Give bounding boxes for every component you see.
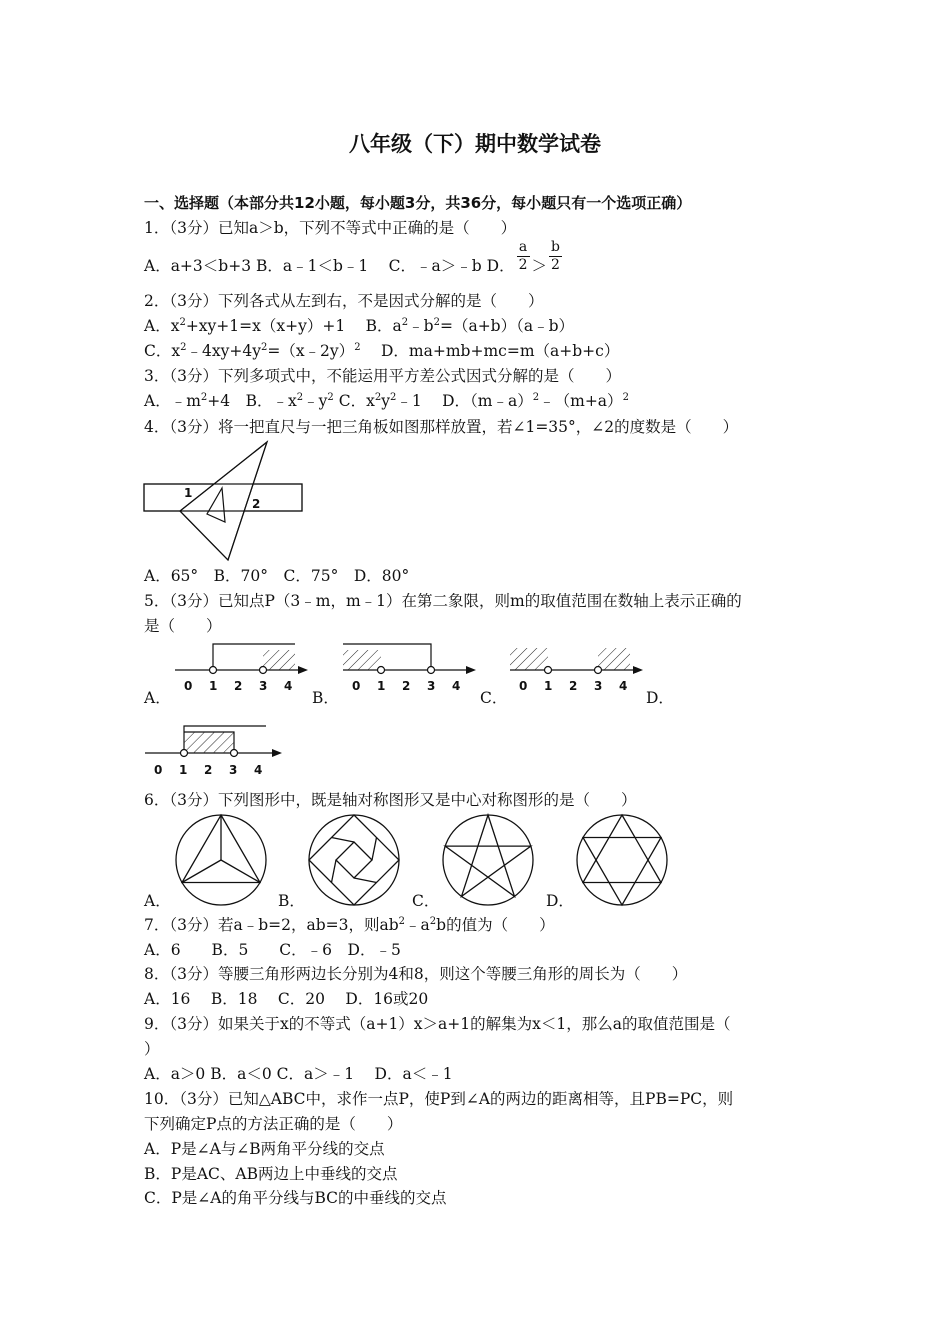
q4-stem: 4．（3分）将一把直尺与一把三角板如图那样放置，若∠1=35°，∠2的度数是（ ） — [144, 418, 739, 436]
q8-options: A．16 B．18 C．20 D．16或20 — [144, 990, 429, 1008]
q2-a-pre: A．x — [144, 317, 180, 335]
q8-stem: 8．（3分）等腰三角形两边长分别为4和8，则这个等腰三角形的周长为（ ） — [144, 965, 688, 983]
figure-d-hexagram-in-circle — [574, 812, 670, 908]
svg-text:4: 4 — [254, 763, 263, 777]
q4-options: A．65° B．70° C．75° D．80° — [144, 567, 410, 585]
sup: 2 — [433, 317, 440, 328]
number-line-a — [170, 640, 310, 700]
q3-options: A．$﹣m^2+4$ B．$﹣x^2﹣y^2$ C．$x^2y^2﹣1$ D．$(m﹣a)^2﹣(m+a)^2$ — [144, 392, 629, 410]
svg-text:4: 4 — [452, 679, 461, 693]
svg-text:3: 3 — [427, 679, 436, 693]
q1-frac-a — [517, 239, 530, 274]
q2-c-post: D．ma+mb+mc=m（a+b+c） — [360, 342, 620, 360]
number-line-c — [505, 640, 645, 700]
number-line-d — [145, 722, 285, 782]
svg-text:1: 1 — [377, 679, 386, 693]
svg-text:2: 2 — [402, 679, 411, 693]
q2-options-cd — [144, 341, 619, 361]
svg-text:0: 0 — [154, 763, 163, 777]
svg-text:2: 2 — [234, 679, 243, 693]
q5-stem-line2: 是（ ） — [144, 617, 222, 635]
frac-b-num: b — [551, 238, 560, 255]
sup: 2 — [180, 342, 187, 353]
q3-o6: ﹣1 D．（m﹣a） — [396, 392, 533, 410]
angle-1-label: 1 — [184, 486, 193, 500]
svg-text:2: 2 — [204, 763, 213, 777]
q10-stem-line1: 10．（3分）已知△ABC中，求作一点P，使P到∠A的两边的距离相等，且PB=PC，则 — [144, 1090, 734, 1108]
figure-c-star-in-circle — [440, 812, 536, 908]
q1-stem: 1．（3分）已知a＞b，下列不等式中正确的是（ ） — [144, 219, 517, 237]
svg-text:3: 3 — [594, 679, 603, 693]
q2-options-ab — [144, 316, 574, 336]
q5-label-a: A． — [144, 689, 171, 707]
svg-text:1: 1 — [209, 679, 218, 693]
svg-text:0: 0 — [519, 679, 528, 693]
q1-options — [144, 238, 564, 276]
q2-c-mid2: =（x﹣2y） — [267, 342, 355, 360]
q3-o2: +4 B．﹣x — [207, 392, 297, 410]
svg-text:3: 3 — [259, 679, 268, 693]
q3-o3: ﹣y — [303, 392, 328, 410]
q5-stem-line1: 5．（3分）已知点P（3﹣m，m﹣1）在第二象限，则m的取值范围在数轴上表示正确的 — [144, 592, 742, 610]
q9-stem-line2: ） — [144, 1040, 160, 1058]
q6-label-c: C． — [412, 892, 440, 910]
ruler-triangle-figure — [140, 438, 310, 563]
q5-label-d: D． — [646, 689, 674, 707]
q2-stem: 2．（3分）下列各式从左到右，不是因式分解的是（ ） — [144, 292, 544, 310]
q6-label-a: A． — [144, 892, 171, 910]
q7-stem-mid: ﹣a — [405, 916, 430, 934]
q10-option-c: C．P是∠A的角平分线与BC的中垂线的交点 — [144, 1189, 447, 1207]
svg-text:4: 4 — [284, 679, 293, 693]
svg-text:1: 1 — [179, 763, 188, 777]
q7-stem-pre: 7．（3分）若a﹣b=2，ab=3，则ab — [144, 916, 399, 934]
svg-text:2: 2 — [569, 679, 578, 693]
number-line-a-ticks — [184, 679, 292, 693]
q3-o1: A．﹣m — [144, 392, 201, 410]
number-line-c-ticks — [519, 679, 627, 693]
q5-label-c: C． — [480, 689, 508, 707]
number-line-d-ticks — [154, 763, 262, 777]
figure-a-triangle-in-circle — [173, 812, 269, 908]
q6-stem: 6．（3分）下列图形中，既是轴对称图形又是中心对称图形的是（ ） — [144, 791, 637, 809]
sup: 2 — [354, 342, 361, 353]
frac-a-num: a — [517, 239, 530, 257]
q7-stem-post: b的值为（ ） — [436, 916, 555, 934]
sup: 2 — [429, 916, 437, 927]
q2-c-pre: C．x — [144, 342, 181, 360]
q9-options: A．a＞0 B．a＜0 C．a＞﹣1 D．a＜﹣1 — [144, 1065, 453, 1083]
q3-o5: y — [381, 392, 390, 410]
frac-b-den: 2 — [551, 256, 560, 273]
svg-text:3: 3 — [229, 763, 238, 777]
number-line-b — [338, 640, 478, 700]
figure-b-square-pinwheel — [306, 812, 402, 908]
frac-a-den: 2 — [518, 256, 528, 273]
q7-options: A．6 B．5 C．﹣6 D．﹣5 — [144, 941, 401, 959]
q2-a-post: =（a+b）（a﹣b） — [439, 317, 575, 335]
q7-stem — [144, 915, 555, 935]
q10-option-a: A．P是∠A与∠B两角平分线的交点 — [144, 1140, 385, 1158]
q2-a-mid2: ﹣b — [408, 317, 434, 335]
svg-text:1: 1 — [544, 679, 553, 693]
q5-label-b: B． — [312, 689, 339, 707]
number-line-b-ticks — [352, 679, 460, 693]
svg-text:0: 0 — [184, 679, 193, 693]
q3-o4: C．x — [338, 392, 375, 410]
sup: 2 — [401, 317, 409, 328]
q6-label-d: D． — [546, 892, 574, 910]
svg-text:0: 0 — [352, 679, 361, 693]
angle-2-label: 2 — [252, 497, 261, 511]
q10-option-b: B．P是AC、AB两边上中垂线的交点 — [144, 1165, 398, 1183]
svg-text:4: 4 — [619, 679, 628, 693]
q9-stem-line1: 9．（3分）如果关于x的不等式（a+1）x＞a+1的解集为x＜1，那么a的取值范围是（ — [144, 1015, 731, 1033]
sup: 2 — [260, 342, 268, 353]
q2-a-mid1: +xy+1=x（x+y）+1 B．a — [185, 317, 402, 335]
page-title: 八年级（下）期中数学试卷 — [349, 132, 601, 156]
section-heading: 一、选择题（本部分共12小题，每小题3分，共36分，每小题只有一个选项正确） — [144, 194, 692, 212]
sup: 2 — [179, 317, 186, 328]
q1-gt: ＞ — [531, 257, 548, 275]
q3-stem: 3．（3分）下列多项式中，不能运用平方差公式因式分解的是（ ） — [144, 367, 621, 385]
q10-stem-line2: 下列确定P点的方法正确的是（ ） — [144, 1115, 403, 1133]
q1-options-text: A．a+3＜b+3 B．a﹣1＜b﹣1 C．﹣a＞﹣b D． — [144, 257, 515, 275]
sup: 2 — [398, 916, 406, 927]
q3-o7: ﹣（m+a） — [539, 392, 623, 410]
q6-label-b: B． — [278, 892, 305, 910]
q2-c-mid1: ﹣4xy+4y — [186, 342, 261, 360]
q1-frac-b — [549, 239, 562, 274]
